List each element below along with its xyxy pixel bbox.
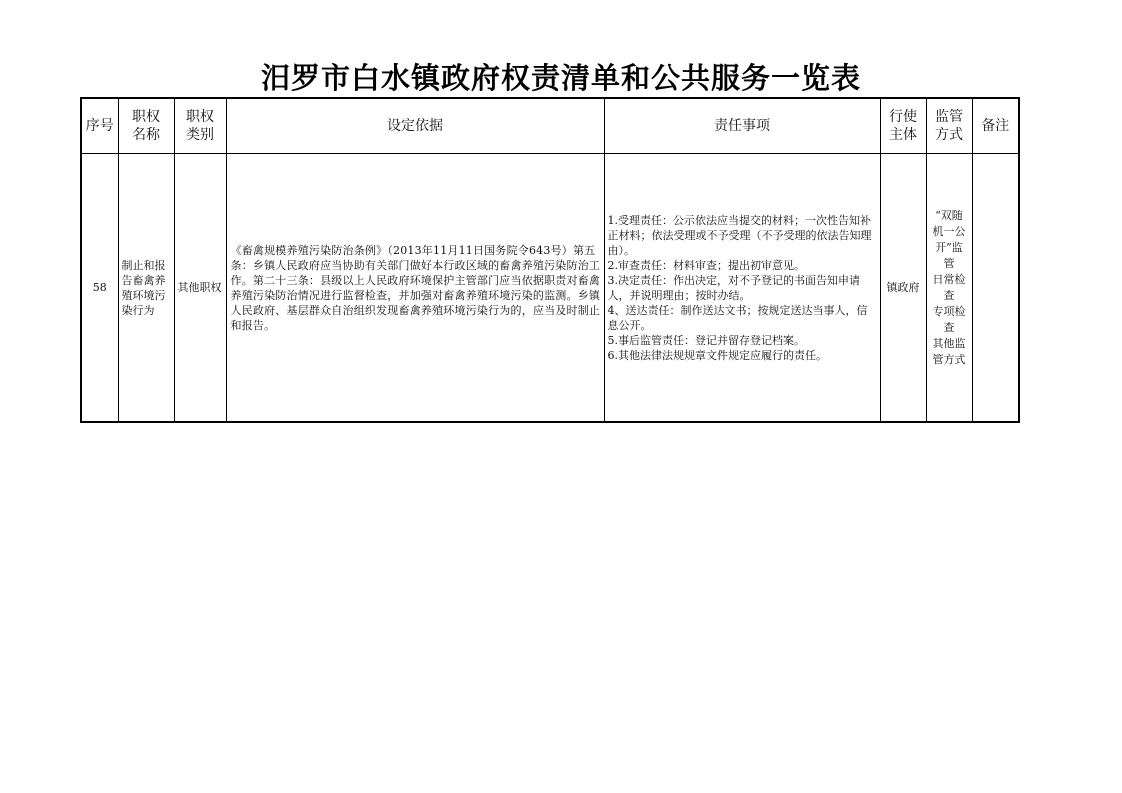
- header-supervision-line2: 方式: [935, 127, 963, 143]
- supervision-line: 日常检: [932, 272, 966, 286]
- supervision-line: 管方式: [932, 352, 966, 366]
- header-name: [118, 98, 174, 154]
- supervision-line: 机一公: [932, 224, 966, 238]
- cell-basis: 《畜禽规模养殖污染防治条例》（2013年11月11日国务院令643号）第五条：乡镇人民政府应当协助有关部门做好本行政区域的畜禽养殖污染防治工作。第二十三条：县级以上人民政府环境保护主管部门应当依据职责对畜禽养殖污染防治情况进行监督检查，并加强对畜禽养殖环境污染的监测。乡镇人民政府、基层群众自治组织发现畜禽养殖环境污染行为的，应当及时制止和报告。: [226, 154, 604, 423]
- cell-remarks: [972, 154, 1019, 423]
- responsibility-item: 4、送达责任：制作送达文书；按规定送达当事人，信息公开。: [607, 303, 868, 332]
- header-supervision: [926, 98, 972, 154]
- responsibility-item: 2.审查责任：材料审查；提出初审意见。: [607, 258, 805, 272]
- header-responsibility: 责任事项: [604, 98, 880, 154]
- cell-name: 制止和报告畜禽养殖环境污染行为: [118, 154, 174, 423]
- document-title: 汨罗市白水镇政府权责清单和公共服务一览表: [260, 61, 861, 95]
- responsibility-item: 1.受理责任：公示依法应当提交的材料；一次性告知补正材料；依法受理或不予受理（不予受理的依法告知理由）。: [607, 213, 872, 257]
- supervision-line: 查: [943, 288, 955, 302]
- header-type-line1: 职权: [186, 109, 214, 125]
- cell-type: 其他职权: [174, 154, 226, 423]
- table-header-row: [81, 98, 1019, 154]
- table-row: [81, 154, 1019, 423]
- authority-table: [80, 97, 1020, 423]
- supervision-line: 管: [943, 256, 955, 270]
- header-subject-line1: 行使: [889, 109, 917, 125]
- header-type-line2: 类别: [186, 127, 214, 143]
- cell-subject: 镇政府: [880, 154, 926, 423]
- header-subject-line2: 主体: [889, 127, 917, 143]
- supervision-line: 开”监: [935, 240, 963, 254]
- supervision-line: 查: [943, 320, 955, 334]
- header-type: [174, 98, 226, 154]
- responsibility-item: 3.决定责任：作出决定，对不予登记的书面告知申请人，并说明理由；按时办结。: [607, 273, 860, 302]
- supervision-line: 其他监: [932, 336, 966, 350]
- cell-supervision: [926, 154, 972, 423]
- cell-responsibilities: [604, 154, 880, 423]
- header-name-line1: 职权: [132, 109, 160, 125]
- header-basis: 设定依据: [226, 98, 604, 154]
- header-name-line2: 名称: [132, 127, 160, 143]
- header-subject: [880, 98, 926, 154]
- header-remarks: 备注: [972, 98, 1019, 154]
- supervision-line: 专项检: [932, 304, 966, 318]
- header-seq: 序号: [81, 98, 118, 154]
- header-supervision-line1: 监管: [935, 109, 963, 125]
- responsibility-item: 6.其他法律法规规章文件规定应履行的责任。: [607, 348, 827, 362]
- responsibility-item: 5.事后监管责任：登记并留存登记档案。: [607, 333, 805, 347]
- supervision-line: “双随: [935, 208, 963, 222]
- cell-seq: 58: [81, 154, 118, 423]
